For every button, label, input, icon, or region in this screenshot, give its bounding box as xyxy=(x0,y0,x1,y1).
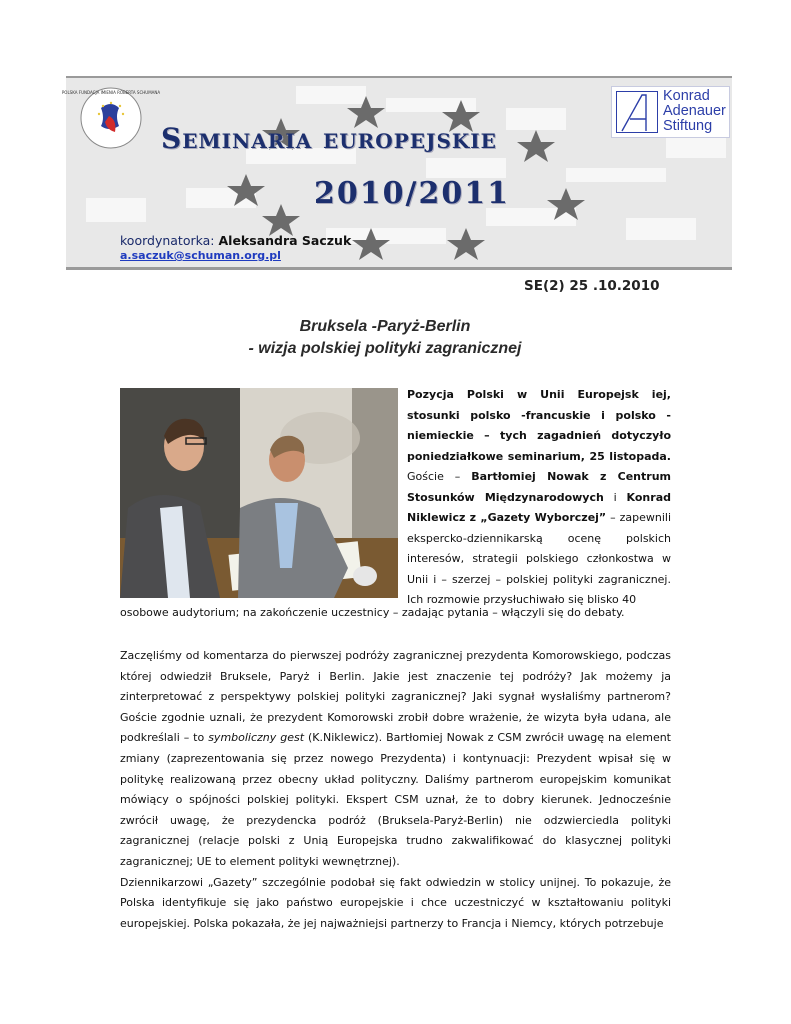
headline-line2: - wizja polskiej polityki zagranicznej xyxy=(248,340,522,357)
header-banner xyxy=(61,76,732,270)
p1-part-b: (K.Niklewicz). Bartłomiej Nowak z CSM zwrócił uwagę na element zmiany (zaprezentowania się przez nowego Prezydenta) i kontynuacji: Prezydent wpisał się w politykę realizowaną przez obecny układ polityczny. Daliśmy partnerom europejskim komunikat mówiący o spójności polskiej polityki. Ekspert CSM uznał, że to dobry kierunek. Jednocześnie zwrócił uwagę, że prezydencka podróż (Bruksela-Paryż-Berlin) nie odzwierciedla polityki zagranicznej (relacje polski z Unią Europejska trudno zakwalifikować do klasycznej polityki zagranicznej; UE to element polityki wewnętrznej). xyxy=(120,731,671,868)
article-headline xyxy=(180,316,590,360)
konrad-adenauer-logo xyxy=(611,86,730,138)
left-logo-text: POLSKA FUNDACJA IMIENIA ROBERTA SCHUMANA xyxy=(61,90,161,95)
kas-line3: Stiftung xyxy=(663,118,713,134)
p1-italic: symboliczny gest xyxy=(208,731,305,745)
coordinator-line xyxy=(120,233,351,248)
body-paragraph-2: Dziennikarzowi „Gazety” szczególnie podobał się fakt odwiedzin w stolicy unijnej. To pokazuje, że Polska identyfikuje się jako państwo europejskie i chce uczestniczyć w kształtowaniu polityki europejskiej. Polska pokazała, że jej najważniejsi partnerzy to Francja i Niemcy, których potrzebuje xyxy=(120,875,671,930)
coordinator-name: Aleksandra Saczuk xyxy=(218,233,352,248)
guests-label: Goście – xyxy=(407,470,461,483)
page-title-line2: 2010/2011 xyxy=(314,176,510,211)
headline-line1: Bruksela -Paryż-Berlin xyxy=(299,318,471,335)
intro-paragraph xyxy=(407,385,671,611)
coordinator-label: koordynatorka: xyxy=(120,233,215,248)
guest-nowak: Bartłomiej Nowak z Centrum Stosunków Międzynarodowych xyxy=(407,470,671,504)
guest-conjunction: i xyxy=(613,490,617,504)
p1-part-a: Zaczęliśmy od komentarza do pierwszej podróży zagranicznej prezydenta Komorowskiego, podczas której odwiedził Bruksele, Paryż i Berlin. Jakie jest znaczenie tej podróży? Jak możemy ja zinterpretować z perspektywy polskiej polityki zagranicznej? Jaki sygnał wysłaliśmy partnerom? Goście zgodnie uznali, że prezydent Komorowski zrobił dobre wrażenie, że wizyta była udana, ale podkreślali – to xyxy=(120,649,671,745)
seminar-photo xyxy=(120,388,398,598)
kas-emblem-icon xyxy=(616,91,658,133)
kas-line1: Konrad xyxy=(663,88,710,104)
intro-continuation: osobowe audytorium; na zakończenie uczestnicy – zadając pytania – włączyli się do debaty. xyxy=(120,606,625,619)
kas-line2: Adenauer xyxy=(663,103,726,119)
body-paragraph-1 xyxy=(120,646,671,873)
page-title-line1: Seminaria europejskie xyxy=(161,122,497,155)
article-body xyxy=(120,646,671,934)
coordinator-email-link[interactable]: a.saczuk@schuman.org.pl xyxy=(120,249,281,262)
intro-rest: – zapewnili ekspercko-dziennikarską ocenę polskich interesów, strategii polskiego członkostwa w Unii i – szerzej – polskiej polityki zagranicznej. Ich rozmowie przysłuchiwało się blisko 40 xyxy=(407,511,671,606)
guest-niklewicz: Konrad Niklewicz z „Gazety Wyborczej” xyxy=(407,490,671,524)
schuman-foundation-logo xyxy=(61,86,161,150)
document-reference: SE(2) 25 .10.2010 xyxy=(524,278,660,294)
intro-lead: Pozycja Polski w Unii Europejsk iej, stosunki polsko -francuskie i polsko - niemieckie – tych zagadnień dotyczyło poniedziałkowe seminarium, 25 listopada. xyxy=(407,388,671,463)
